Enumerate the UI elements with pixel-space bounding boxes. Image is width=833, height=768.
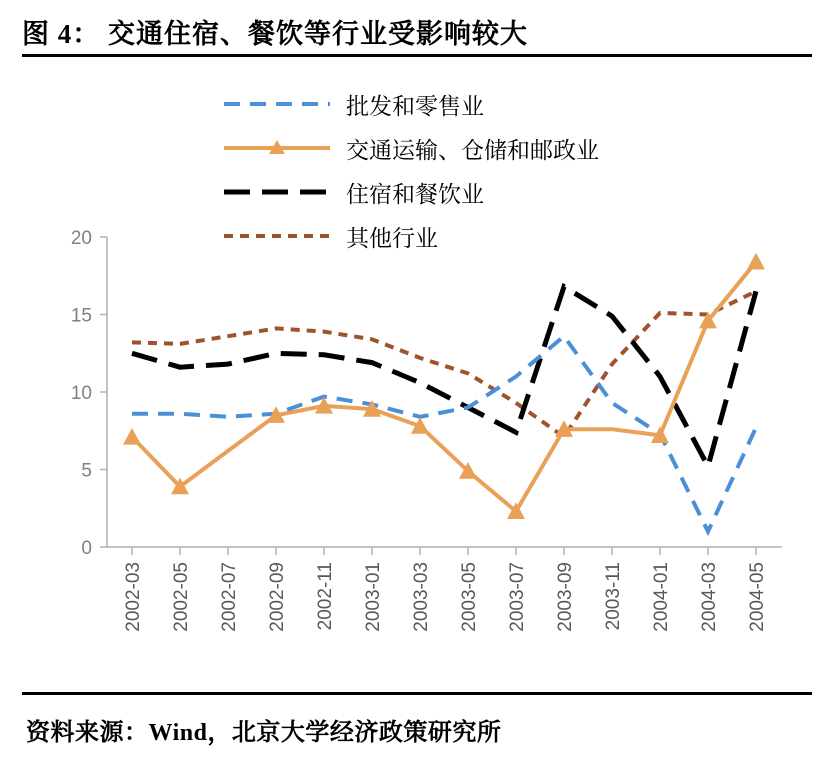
x-tick-4: 2002-11 xyxy=(315,562,336,631)
legend-label-accommodation-catering: 住宿和餐饮业 xyxy=(346,181,484,207)
page-title: 图 4： 交通住宿、餐饮等行业受影响较大 xyxy=(22,18,528,49)
series-line-transport-storage-post xyxy=(132,262,756,512)
legend-item-wholesale-retail[interactable] xyxy=(222,82,742,126)
legend-label-wholesale-retail: 批发和零售业 xyxy=(346,93,484,119)
x-tick-5: 2003-01 xyxy=(363,562,384,632)
y-tick-20: 20 xyxy=(70,228,92,249)
x-tick-6: 2003-03 xyxy=(411,562,432,632)
y-tick-5: 5 xyxy=(81,460,92,482)
series-marker xyxy=(747,253,765,270)
legend-swatch-other-industries xyxy=(222,224,332,248)
series-layer xyxy=(123,253,765,532)
legend-label-other-industries: 其他行业 xyxy=(346,225,438,251)
x-axis-tick-labels xyxy=(123,562,768,632)
source-note: 资料来源：Wind，北京大学经济政策研究所 xyxy=(26,720,502,746)
x-tick-13: 2004-05 xyxy=(747,562,768,632)
x-tick-2: 2002-07 xyxy=(219,562,240,632)
chart-container xyxy=(22,62,812,682)
x-tick-1: 2002-05 xyxy=(171,562,192,632)
x-tick-3: 2002-09 xyxy=(267,562,288,632)
title-divider xyxy=(22,54,812,57)
x-tick-11: 2004-01 xyxy=(651,562,672,632)
x-tick-0: 2002-03 xyxy=(123,562,144,632)
y-tick-15: 15 xyxy=(70,305,92,327)
x-tick-12: 2004-03 xyxy=(699,562,720,632)
legend-label-transport-storage-post: 交通运输、仓储和邮政业 xyxy=(346,137,599,163)
series-marker xyxy=(123,428,141,445)
y-axis-tick-labels xyxy=(71,228,92,559)
x-tick-7: 2003-05 xyxy=(459,562,480,632)
legend-item-accommodation-catering[interactable] xyxy=(222,170,742,214)
legend-swatch-transport-storage-post xyxy=(222,136,332,160)
x-tick-10: 2003-11 xyxy=(603,562,624,631)
legend-swatch-accommodation-catering xyxy=(222,180,332,204)
legend-item-other-industries[interactable] xyxy=(222,214,742,258)
y-tick-0: 0 xyxy=(81,538,92,559)
y-tick-10: 10 xyxy=(70,383,92,404)
x-tick-8: 2003-07 xyxy=(507,562,528,632)
chart-legend xyxy=(222,82,742,258)
x-axis-ticks xyxy=(132,547,756,555)
legend-item-transport-storage-post[interactable] xyxy=(222,126,742,170)
series-markers-transport-storage-post xyxy=(123,253,765,519)
source-divider xyxy=(22,692,812,695)
figure-title-bar xyxy=(22,8,812,54)
legend-swatch-wholesale-retail xyxy=(222,92,332,116)
x-tick-9: 2003-09 xyxy=(555,562,576,632)
